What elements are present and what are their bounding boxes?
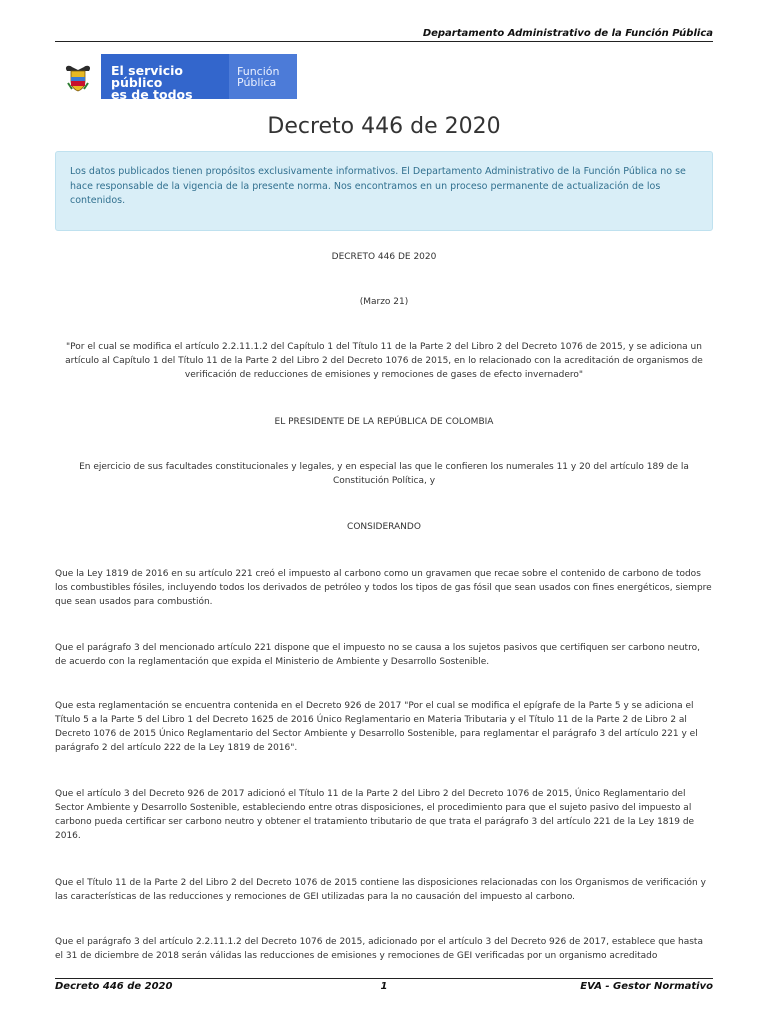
header-institution: Departamento Administrativo de la Función Pública <box>55 28 713 42</box>
paragraph: Que esta reglamentación se encuentra contenida en el Decreto 926 de 2017 "Por el cual se modifica el epígrafe de la Parte 5 y se adiciona el Título 5 a la Parte 5 del Libro 1 del Decreto 1625 de 2016 Único Reglamentario en Materia Tributaria y el Título 11 de la Parte 2 de Libro 2 al Decreto 1076 de 2015 Único Reglamentario del Sector Ambiente y Desarrollo Sostenible, para reglamentar el parágrafo 3 del artículo 221 y el parágrafo 2 del artículo 222 de la Ley 1819 de 2016". <box>55 701 698 753</box>
page-title: Decreto 446 de 2020 <box>267 114 501 139</box>
page-footer <box>55 978 713 992</box>
colombia-coat-of-arms-icon <box>55 54 101 99</box>
logo-main-text <box>101 54 229 102</box>
decree-date: (Marzo 21) <box>359 297 409 307</box>
president-heading: EL PRESIDENTE DE LA REPÚBLICA DE COLOMBIA <box>274 417 494 427</box>
logo-banner <box>55 54 297 102</box>
paragraph: Que el Título 11 de la Parte 2 del Libro 2 del Decreto 1076 de 2015 contiene las disposiciones relacionadas con los Organismos de verificación y las características de las reducciones y remociones de GEI utilizadas para la no causación del impuesto al carbono. <box>55 878 706 902</box>
footer-page-number: 1 <box>380 981 388 992</box>
paragraph: Que la Ley 1819 de 2016 en su artículo 221 creó el impuesto al carbono como un gravamen que recae sobre el contenido de carbono de todos los combustibles fósiles, incluyendo todos los derivados de petróleo y todos los tipos de gas fósil que sean usados con fines energéticos, siempre que sean usados para combustión. <box>55 569 712 607</box>
paragraph: Que el parágrafo 3 del mencionado artículo 221 dispone que el impuesto no se causa a los sujetos pasivos que certifiquen ser carbono neutro, de acuerdo con la reglamentación que expida el Ministerio de Ambiente y Desarrollo Sostenible. <box>55 643 700 667</box>
faculties-text: En ejercicio de sus facultades constitucionales y legales, y en especial las que le confieren los numerales 11 y 20 del artículo 189 de la Constitución Política, y <box>79 462 689 486</box>
logo-side-line1: Función <box>237 65 280 78</box>
logo-main-line2: es de todos <box>111 87 193 102</box>
logo-main-line1: El servicio público <box>111 63 183 90</box>
footer-system: EVA - Gestor Normativo <box>580 981 713 992</box>
decree-subject: "Por el cual se modifica el artículo 2.2.11.1.2 del Capítulo 1 del Título 11 de la Parte 2 del Libro 2 del Decreto 1076 de 2015, y se adiciona un artículo al Capítulo 1 del Título 11 de la Parte 2 del Libro 2 del Decreto 1076 de 2015, en lo relacionado con la acreditación de organismos de verificación de reducciones de emisiones y remociones de gases de efecto invernadero" <box>65 342 703 380</box>
footer-document: Decreto 446 de 2020 <box>55 981 173 992</box>
paragraph: Que el parágrafo 3 del artículo 2.2.11.1.2 del Decreto 1076 de 2015, adicionado por el artículo 3 del Decreto 926 de 2017, establece que hasta el 31 de diciembre de 2018 serán válidas las reducciones de emisiones y remociones de GEI verificadas por un organismo acreditado <box>55 937 703 961</box>
logo-side-text <box>229 54 297 99</box>
paragraph: Que el artículo 3 del Decreto 926 de 2017 adicionó el Título 11 de la Parte 2 del Libro 2 del Decreto 1076 de 2015, Único Reglamentario del Sector Ambiente y Desarrollo Sostenible, estableciendo entre otras disposiciones, el procedimiento para que el sujeto pasivo del impuesto al carbono pueda certificar ser carbono neutro y obtener el tratamiento tributario de que trata el parágrafo 3 del artículo 221 de la Ley 1819 de 2016. <box>55 789 695 841</box>
disclaimer-notice: Los datos publicados tienen propósitos exclusivamente informativos. El Departamento Administrativo de la Función Pública no se hace responsable de la vigencia de la presente norma. Nos encontramos en un proceso permanente de actualización de los contenidos. <box>55 151 713 231</box>
decree-heading: DECRETO 446 DE 2020 <box>331 252 437 262</box>
logo-side-line2: Pública <box>237 76 277 89</box>
considerando-heading: CONSIDERANDO <box>347 522 421 532</box>
